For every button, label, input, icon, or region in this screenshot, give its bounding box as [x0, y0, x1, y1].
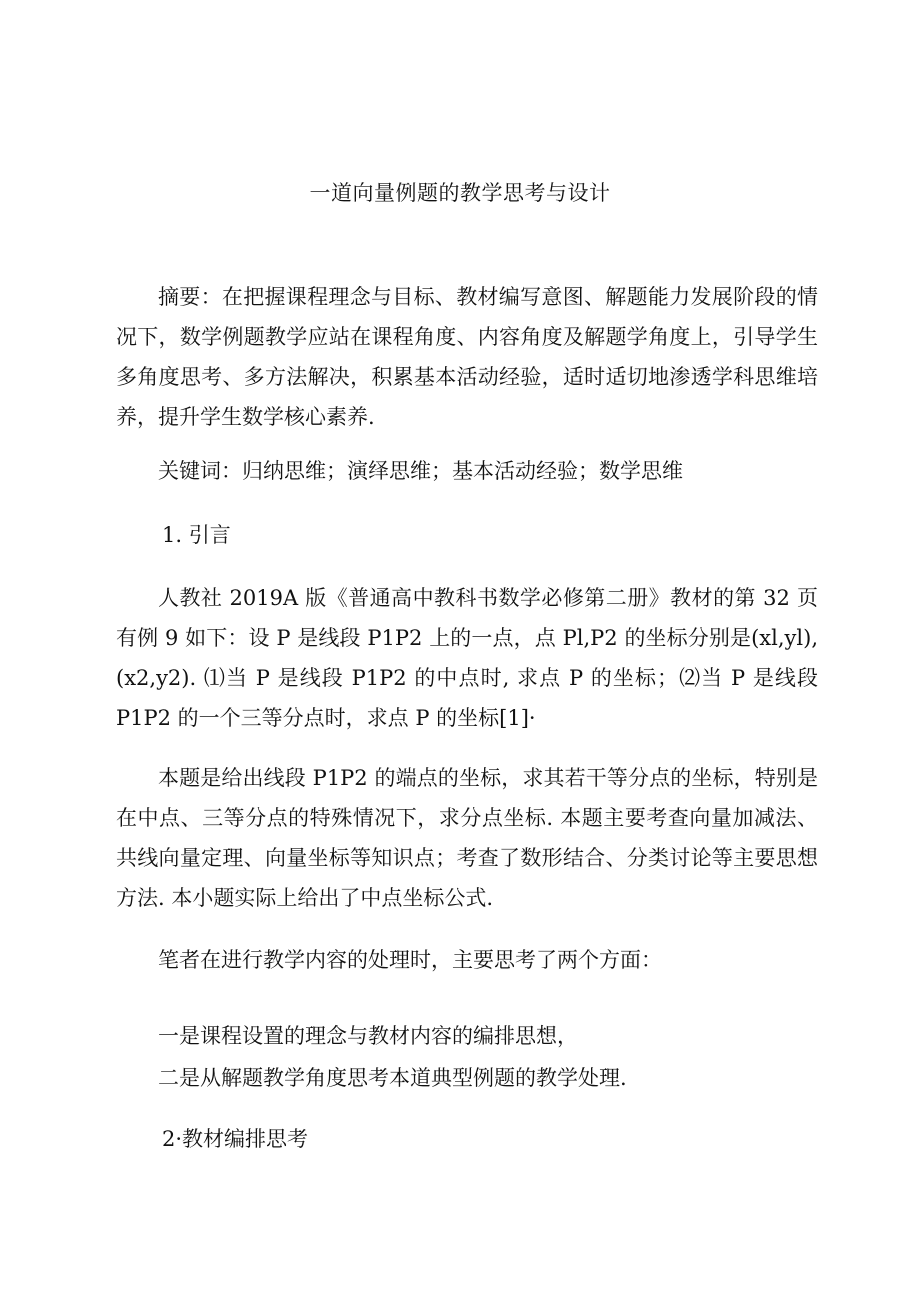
keywords-paragraph: 关键词：归纳思维；演绎思维；基本活动经验；数学思维 [158, 459, 683, 483]
section-1-paragraph-4: 一是课程设置的理念与教材内容的编排思想， [158, 1024, 578, 1048]
section-1-paragraph-2: 本题是给出线段 P1P2 的端点的坐标，求其若干等分点的坐标，特别是在中点、三等分点的特殊情况下，求分点坐标. 本题主要考查向量加减法、共线向量定理、向量坐标等知识点；考查了数形结合、分类讨论等主要思想方法. 本小题实际上给出了中点坐标公式. [116, 766, 818, 910]
section-1-paragraph-1: 人教社 2019A 版《普通高中教科书数学必修第二册》教材的第 32 页有例 9 如下：设 P 是线段 P1P2 上的一点，点 Pl,P2 的坐标分别是(xl,yl),(x2,y2). ⑴当 P 是线段 P1P2 的中点时, 求点 P 的坐标；⑵当 P 是线段 P1P2 的一个三等分点时，求点 P 的坐标[1]· [116, 586, 818, 730]
document-title: 一道向量例题的教学思考与设计 [309, 181, 611, 205]
abstract-paragraph: 摘要：在把握课程理念与目标、教材编写意图、解题能力发展阶段的情况下，数学例题教学应站在课程角度、内容角度及解题学角度上，引导学生多角度思考、多方法解决，积累基本活动经验，适时适切地渗透学科思维培养，提升学生数学核心素养. [116, 285, 818, 429]
section-1-paragraph-3: 笔者在进行教学内容的处理时，主要思考了两个方面： [158, 948, 662, 972]
section-1-paragraph-5: 二是从解题教学角度思考本道典型例题的教学处理. [158, 1066, 627, 1090]
section-2-heading: 2·教材编排思考 [162, 1127, 309, 1151]
section-1-heading: 1. 引言 [162, 523, 231, 547]
